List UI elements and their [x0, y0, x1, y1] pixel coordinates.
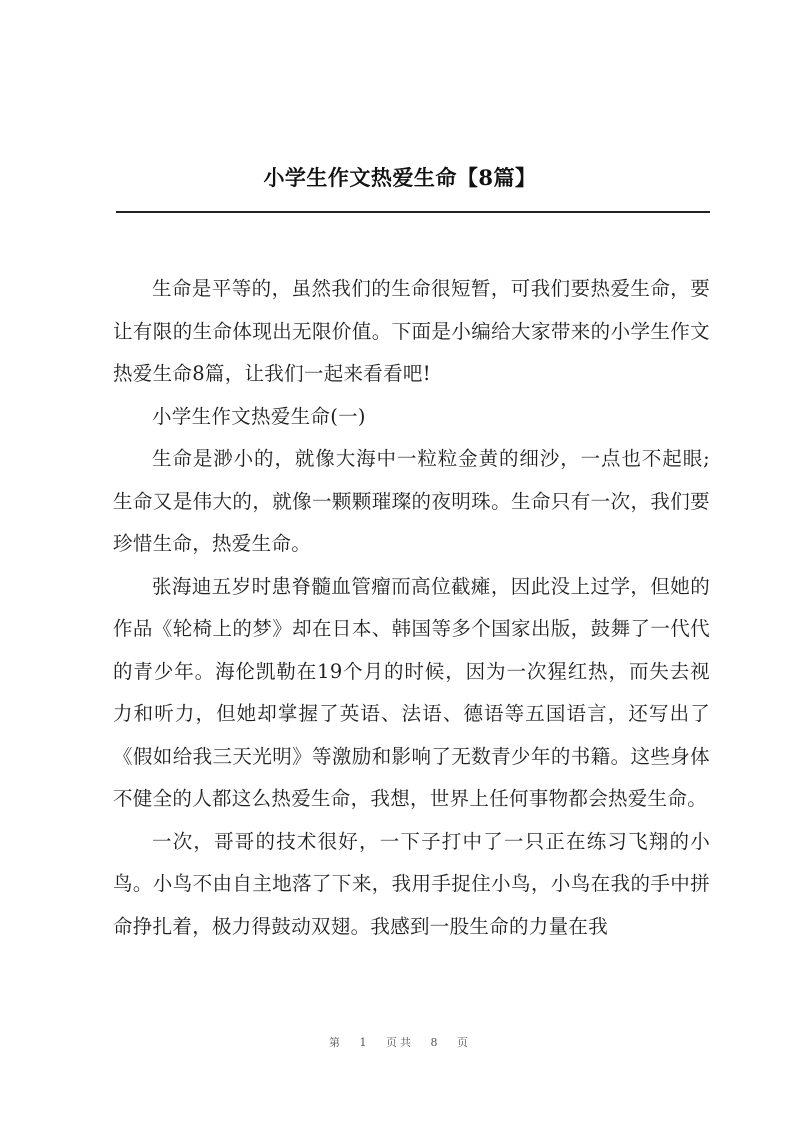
paragraph: 生命是渺小的，就像大海中一粒粒金黄的细沙，一点也不起眼;生命又是伟大的，就像一颗颗璀璨的夜明珠。生命只有一次，我们要珍惜生命，热爱生命。 [113, 447, 710, 555]
footer-page-number: 1 [359, 1036, 370, 1049]
paragraph-intro: 生命是平等的，虽然我们的生命很短暂，可我们要热爱生命，要让有限的生命体现出无限价值。下面是小编给大家带来的小学生作文热爱生命8篇，让我们一起来看看吧! [113, 277, 710, 385]
page-footer [0, 1034, 800, 1050]
paragraph: 张海迪五岁时患脊髓血管瘤而高位截瘫，因此没上过学，但她的作品《轮椅上的梦》却在日本、韩国等多个国家出版，鼓舞了一代代的青少年。海伦凯勒在19个月的时候，因为一次猩红热，而失去视力和听力，但她却掌握了英语、法语、德语等五国语言，还写出了《假如给我三天光明》等激励和影响了无数青少年的书籍。这些身体不健全的人都这么热爱生命，我想，世界上任何事物都会热爱生命。 [113, 574, 710, 810]
section-heading: 小学生作文热爱生命(一) [152, 404, 366, 428]
document-body [113, 268, 710, 948]
title-divider [116, 211, 710, 213]
footer-mid: 页共 [386, 1036, 414, 1049]
document-title: 小学生作文热爱生命【8篇】 [263, 165, 537, 190]
footer-prefix: 第 [329, 1036, 343, 1049]
paragraph: 一次，哥哥的技术很好，一下子打中了一只正在练习飞翔的小鸟。小鸟不由自主地落了下来，我用手捉住小鸟，小鸟在我的手中拼命挣扎着，极力得鼓动双翅。我感到一股生命的力量在我 [113, 829, 710, 938]
footer-suffix: 页 [457, 1036, 471, 1049]
footer-total-pages: 8 [430, 1036, 441, 1049]
